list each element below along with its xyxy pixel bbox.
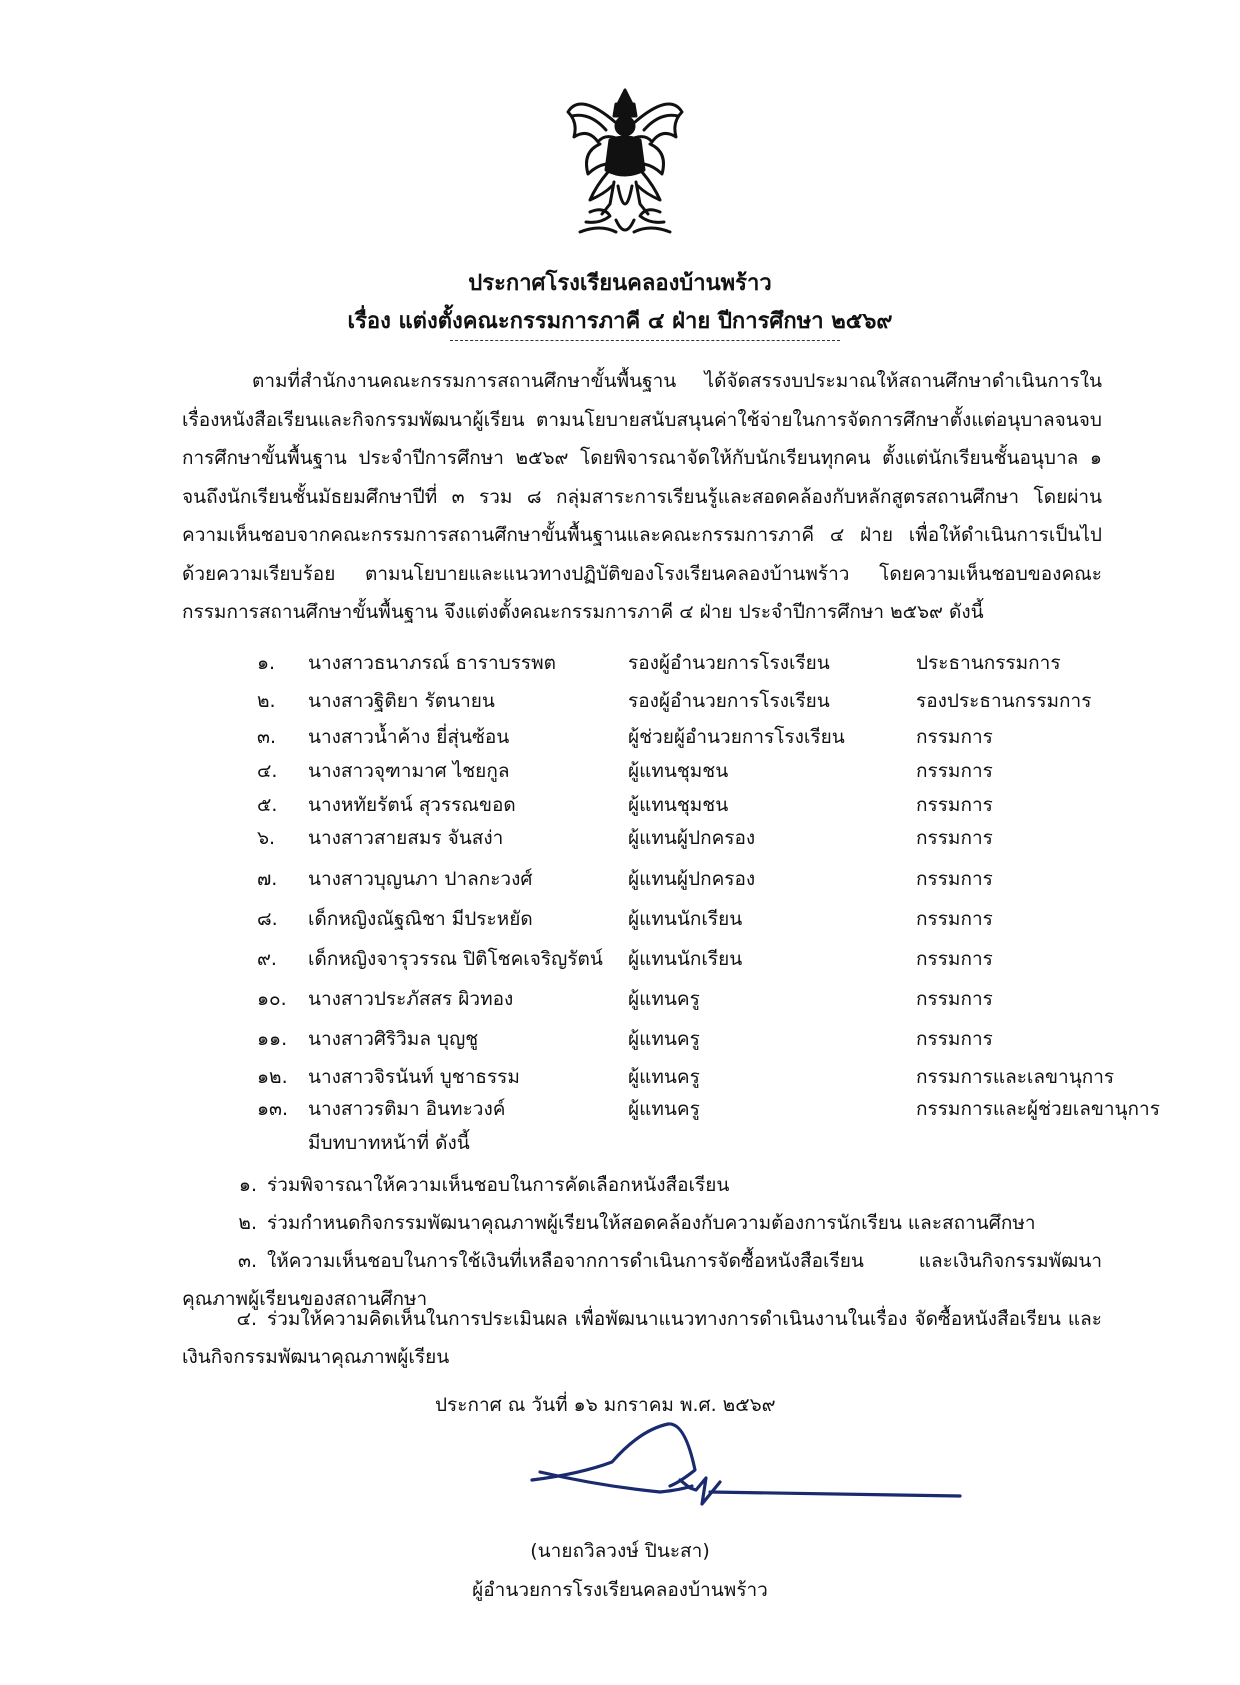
member-number: ๓. [257,726,277,748]
member-name: นางสาวธนาภรณ์ ธาราบรรพต [308,652,556,674]
member-number: ๑๑. [257,1028,288,1050]
member-role: ผู้แทนนักเรียน [628,908,743,930]
duty-text: ร่วมพิจารณาให้ความเห็นชอบในการคัดเลือกหนังสือเรียน [267,1174,730,1196]
duty-text: ร่วมกำหนดกิจกรรมพัฒนาคุณภาพผู้เรียนให้สอดคล้องกับความต้องการนักเรียน และสถานศึกษา [267,1212,1036,1234]
member-role: รองผู้อำนวยการโรงเรียน [628,652,830,674]
member-row [0,756,1240,792]
member-position: กรรมการและเลขานุการ [916,1066,1115,1088]
member-position: กรรมการ [916,827,993,849]
member-name: นางสาวสายสมร จันสง่า [308,827,504,849]
duties-intro: มีบทบาทหน้าที่ ดังนี้ [308,1132,470,1154]
member-number: ๑๒. [257,1066,288,1088]
member-role: ผู้แทนครู [628,988,700,1010]
member-position: กรรมการ [916,908,993,930]
member-row [0,790,1240,826]
member-name: นางสาวบุญนภา ปาลกะวงศ์ [308,868,533,890]
member-name: เด็กหญิงณัฐณิชา มีประหยัด [308,908,533,930]
duty-text: ร่วมให้ความคิดเห็นในการประเมินผล เพื่อพัฒนาแนวทางการดำเนินงานในเรื่อง จัดซื้อหนังสือเรียน และเงินกิจกรรมพัฒนาคุณภาพผู้เรียน [182,1308,1102,1368]
member-position: ประธานกรรมการ [916,652,1061,674]
member-name: นางสาวจุฑามาศ ไชยกูล [308,760,510,782]
member-position: กรรมการ [916,794,993,816]
member-position: กรรมการ [916,726,993,748]
member-row [0,864,1240,900]
member-name: นางสาวน้ำค้าง ยี่สุ่นซ้อน [308,726,510,748]
member-number: ๗. [257,868,278,890]
member-role: ผู้แทนครู [628,1066,700,1088]
member-row [0,648,1240,684]
member-role: ผู้แทนผู้ปกครอง [628,868,756,890]
member-number: ๔. [257,760,278,782]
member-number: ๑๐. [257,988,287,1010]
member-position: กรรมการ [916,868,993,890]
announcement-date: ประกาศ ณ วันที่ ๑๖ มกราคม พ.ศ. ๒๕๖๙ [435,1394,776,1416]
title-divider [450,340,840,341]
member-name: นางสาวรติมา อินทะวงค์ [308,1098,506,1120]
member-number: ๖. [257,827,276,849]
duty-text: ให้ความเห็นชอบในการใช้เงินที่เหลือจากการดำเนินการจัดซื้อหนังสือเรียน และเงินกิจกรรมพัฒนาคุณภาพผู้เรียนของสถานศึกษา [182,1250,1102,1310]
member-number: ๕. [257,794,278,816]
announcement-title: ประกาศโรงเรียนคลองบ้านพร้าว [468,271,772,296]
duty-number: ๓. [237,1250,257,1272]
member-number: ๑๓. [257,1098,289,1120]
member-name: นางสาวฐิติยา รัตนายน [308,690,495,712]
member-row [0,686,1240,722]
member-name: นางหทัยรัตน์ สุวรรณขอด [308,794,516,816]
duty-item [182,1300,1102,1376]
member-position: กรรมการ [916,948,993,970]
member-number: ๘. [257,908,278,930]
signatory-title: ผู้อำนวยการโรงเรียนคลองบ้านพร้าว [472,1579,768,1601]
member-role: ผู้แทนครู [628,1028,700,1050]
member-position: กรรมการ [916,988,993,1010]
member-row [0,1024,1240,1060]
member-role: ผู้แทนผู้ปกครอง [628,827,756,849]
announcement-subject: เรื่อง แต่งตั้งคณะกรรมการภาคี ๔ ฝ่าย ปีการศึกษา ๒๕๖๙ [347,309,893,334]
duty-item [182,1204,1102,1242]
member-name: นางสาวศิริวิมล บุญชู [308,1028,479,1050]
member-row [0,984,1240,1020]
intro-paragraph: ตามที่สำนักงานคณะกรรมการสถานศึกษาขั้นพื้นฐาน ได้จัดสรรงบประมาณให้สถานศึกษาดำเนินการในเรื่องหนังสือเรียนและกิจกรรมพัฒนาผู้เรียน ตามนโยบายสนับสนุนค่าใช้จ่ายในการจัดการศึกษาตั้งแต่อนุบาลจนจบการศึกษาขั้นพื้นฐาน ประจำปีการศึกษา ๒๕๖๙ โดยพิจารณาจัดให้กับนักเรียนทุกคน ตั้งแต่นักเรียนชั้นอนุบาล ๑ จนถึงนักเรียนชั้นมัธยมศึกษาปีที่ ๓ รวม ๘ กลุ่มสาระการเรียนรู้และสอดคล้องกับหลักสูตรสถานศึกษา โดยผ่านความเห็นชอบจากคณะกรรมการสถานศึกษาขั้นพื้นฐานและคณะกรรมการภาคี ๔ ฝ่าย เพื่อให้ดำเนินการเป็นไปด้วยความเรียบร้อย ตามนโยบายและแนวทางปฏิบัติของโรงเรียนคลองบ้านพร้าว โดยความเห็นชอบของคณะกรรมการสถานศึกษาขั้นพื้นฐาน จึงแต่งตั้งคณะกรรมการภาคี ๔ ฝ่าย ประจำปีการศึกษา ๒๕๖๙ ดังนี้ [182,370,1102,623]
member-number: ๒. [257,690,276,712]
member-role: ผู้ช่วยผู้อำนวยการโรงเรียน [628,726,845,748]
duty-number: ๑. [238,1174,257,1196]
member-row [0,1062,1240,1098]
member-role: ผู้แทนชุมชน [628,760,729,782]
garuda-emblem-icon [560,82,690,247]
member-row [0,944,1240,980]
member-position: กรรมการและผู้ช่วยเลขานุการ [916,1098,1160,1120]
member-row [0,722,1240,758]
member-row [0,823,1240,859]
member-row [0,1094,1240,1130]
duty-number: ๒. [238,1212,257,1234]
member-role: ผู้แทนครู [628,1098,700,1120]
handwritten-signature [520,1420,980,1535]
signatory-name: (นายถวิลวงษ์ ปินะสา) [530,1540,710,1562]
member-role: ผู้แทนนักเรียน [628,948,743,970]
member-name: เด็กหญิงจารุวรรณ ปิติโชคเจริญรัตน์ [308,948,603,970]
member-role: รองผู้อำนวยการโรงเรียน [628,690,830,712]
member-position: กรรมการ [916,760,993,782]
member-name: นางสาวประภัสสร ผิวทอง [308,988,514,1010]
member-position: รองประธานกรรมการ [916,690,1092,712]
member-number: ๑. [257,652,276,674]
member-row [0,904,1240,940]
member-number: ๙. [257,948,277,970]
duty-number: ๔. [236,1308,257,1330]
member-position: กรรมการ [916,1028,993,1050]
duty-item [182,1166,1102,1204]
member-role: ผู้แทนชุมชน [628,794,729,816]
member-name: นางสาวจิรนันท์ บูชาธรรม [308,1066,520,1088]
